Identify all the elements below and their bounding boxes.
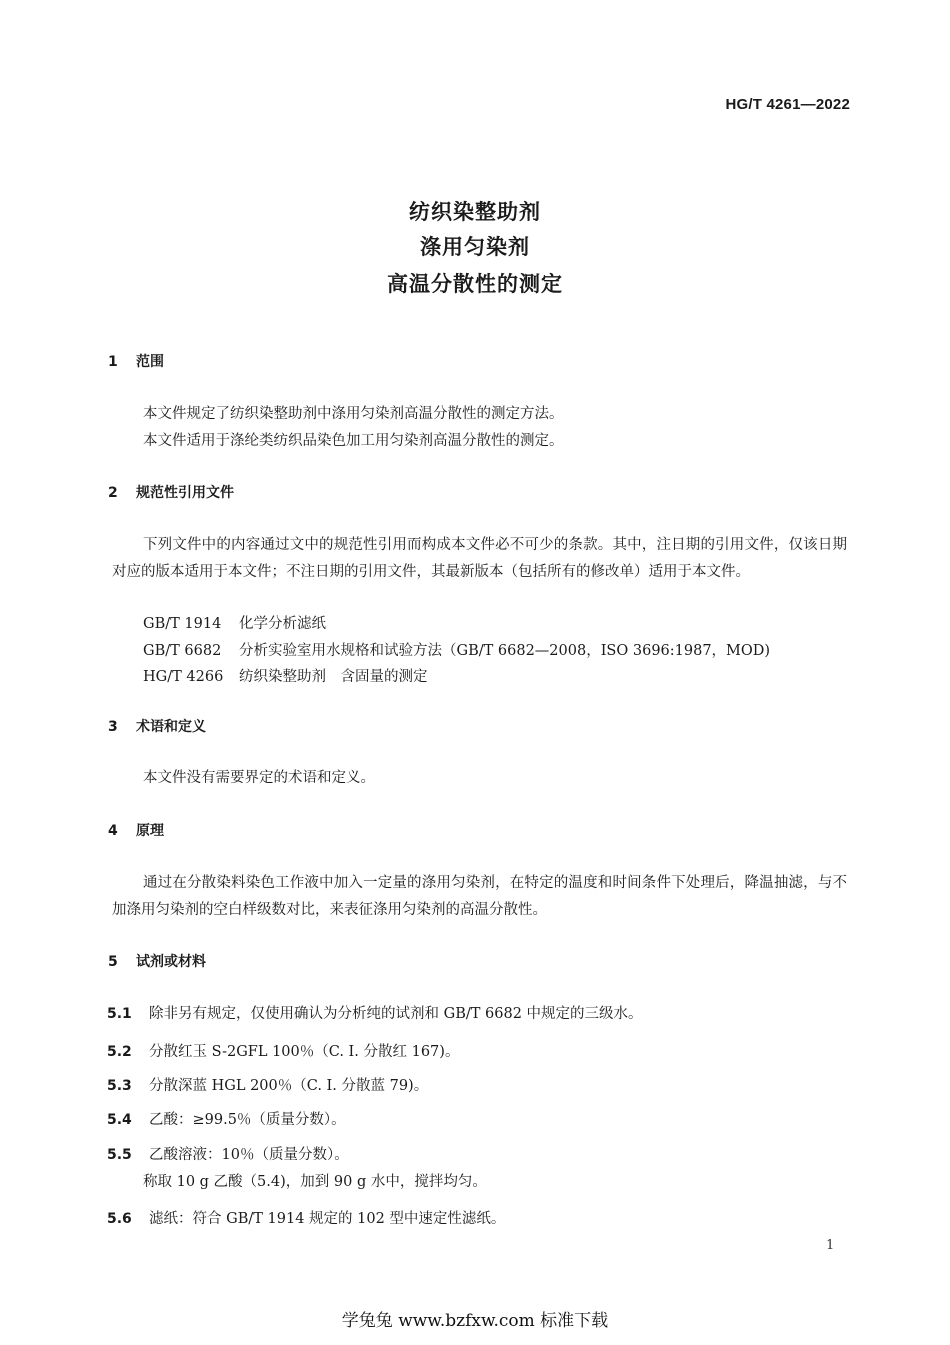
reference-code: GB/T 6682 [143, 643, 222, 659]
normative-reference [143, 639, 770, 660]
standard-code: HG/T 4261—2022 [725, 96, 850, 113]
section-1-line-1: 本文件规定了纺织染整助剂中涤用匀染剂高温分散性的测定方法。 [143, 406, 564, 422]
reference-code: HG/T 4266 [143, 669, 224, 685]
reference-code: GB/T 1914 [143, 616, 222, 632]
clause-text: 乙酸溶液：10％（质量分数）。 [149, 1147, 349, 1163]
clause-text: 滤纸：符合 GB/T 1914 规定的 102 型中速定性滤纸。 [149, 1211, 506, 1227]
section-number: 5 [108, 954, 118, 970]
doc-title-line-3: 高温分散性的测定 [387, 272, 563, 296]
clause-5-5 [107, 1143, 349, 1164]
clause-5-1 [107, 1002, 643, 1023]
clause-number: 5.3 [107, 1078, 132, 1094]
clause-5-2 [107, 1040, 459, 1061]
section-2-heading [108, 482, 234, 502]
reference-title: 化学分析滤纸 [239, 616, 326, 632]
doc-title-line-2: 涤用匀染剂 [420, 235, 530, 259]
normative-reference [143, 665, 428, 686]
clause-number: 5.2 [107, 1044, 132, 1060]
clause-number: 5.5 [107, 1147, 132, 1163]
section-title: 原理 [136, 823, 164, 839]
footer-watermark: 学兔兔 www.bzfxw.com 标准下载 [341, 1311, 609, 1331]
section-number: 4 [108, 823, 118, 839]
doc-title-line-1: 纺织染整助剂 [409, 200, 541, 224]
section-5-heading [108, 951, 206, 971]
section-4-heading [108, 820, 164, 840]
section-3-heading [108, 716, 206, 736]
clause-5-4 [107, 1108, 346, 1129]
section-1-heading [108, 351, 164, 371]
normative-reference [143, 612, 326, 633]
section-2-intro: 下列文件中的内容通过文中的规范性引用而构成本文件必不可少的条款。其中，注日期的引用文件，仅该日期对应的版本适用于本文件；不注日期的引用文件，其最新版本（包括所有的修改单）适用于本文件。 [112, 537, 847, 580]
section-title: 规范性引用文件 [136, 485, 234, 501]
section-number: 1 [108, 354, 118, 370]
section-3-text: 本文件没有需要界定的术语和定义。 [143, 770, 375, 786]
section-number: 2 [108, 485, 118, 501]
clause-text: 乙酸：≥99.5％（质量分数）。 [149, 1112, 346, 1128]
section-title: 范围 [136, 354, 164, 370]
clause-text: 除非另有规定，仅使用确认为分析纯的试剂和 GB/T 6682 中规定的三级水。 [149, 1006, 643, 1022]
reference-title: 纺织染整助剂 含固量的测定 [239, 669, 428, 685]
section-1-line-2: 本文件适用于涤纶类纺织品染色加工用匀染剂高温分散性的测定。 [143, 433, 564, 449]
section-number: 3 [108, 719, 118, 735]
section-title: 术语和定义 [136, 719, 206, 735]
page-number: 1 [826, 1238, 835, 1253]
clause-number: 5.1 [107, 1006, 132, 1022]
clause-number: 5.6 [107, 1211, 132, 1227]
clause-5-3 [107, 1074, 428, 1095]
clause-5-5-note: 称取 10 g 乙酸（5.4)，加到 90 g 水中，搅拌均匀。 [143, 1174, 487, 1190]
clause-text: 分散红玉 S-2GFL 100％（C. I. 分散红 167)。 [149, 1044, 460, 1060]
clause-number: 5.4 [107, 1112, 132, 1128]
section-title: 试剂或材料 [136, 954, 206, 970]
reference-title: 分析实验室用水规格和试验方法（GB/T 6682—2008，ISO 3696:1987，MOD) [239, 643, 771, 659]
clause-5-6 [107, 1207, 505, 1228]
section-4-text: 通过在分散染料染色工作液中加入一定量的涤用匀染剂，在特定的温度和时间条件下处理后，降温抽滤，与不加涤用匀染剂的空白样级数对比，来表征涤用匀染剂的高温分散性。 [112, 875, 847, 918]
clause-text: 分散深蓝 HGL 200％（C. I. 分散蓝 79)。 [149, 1078, 429, 1094]
